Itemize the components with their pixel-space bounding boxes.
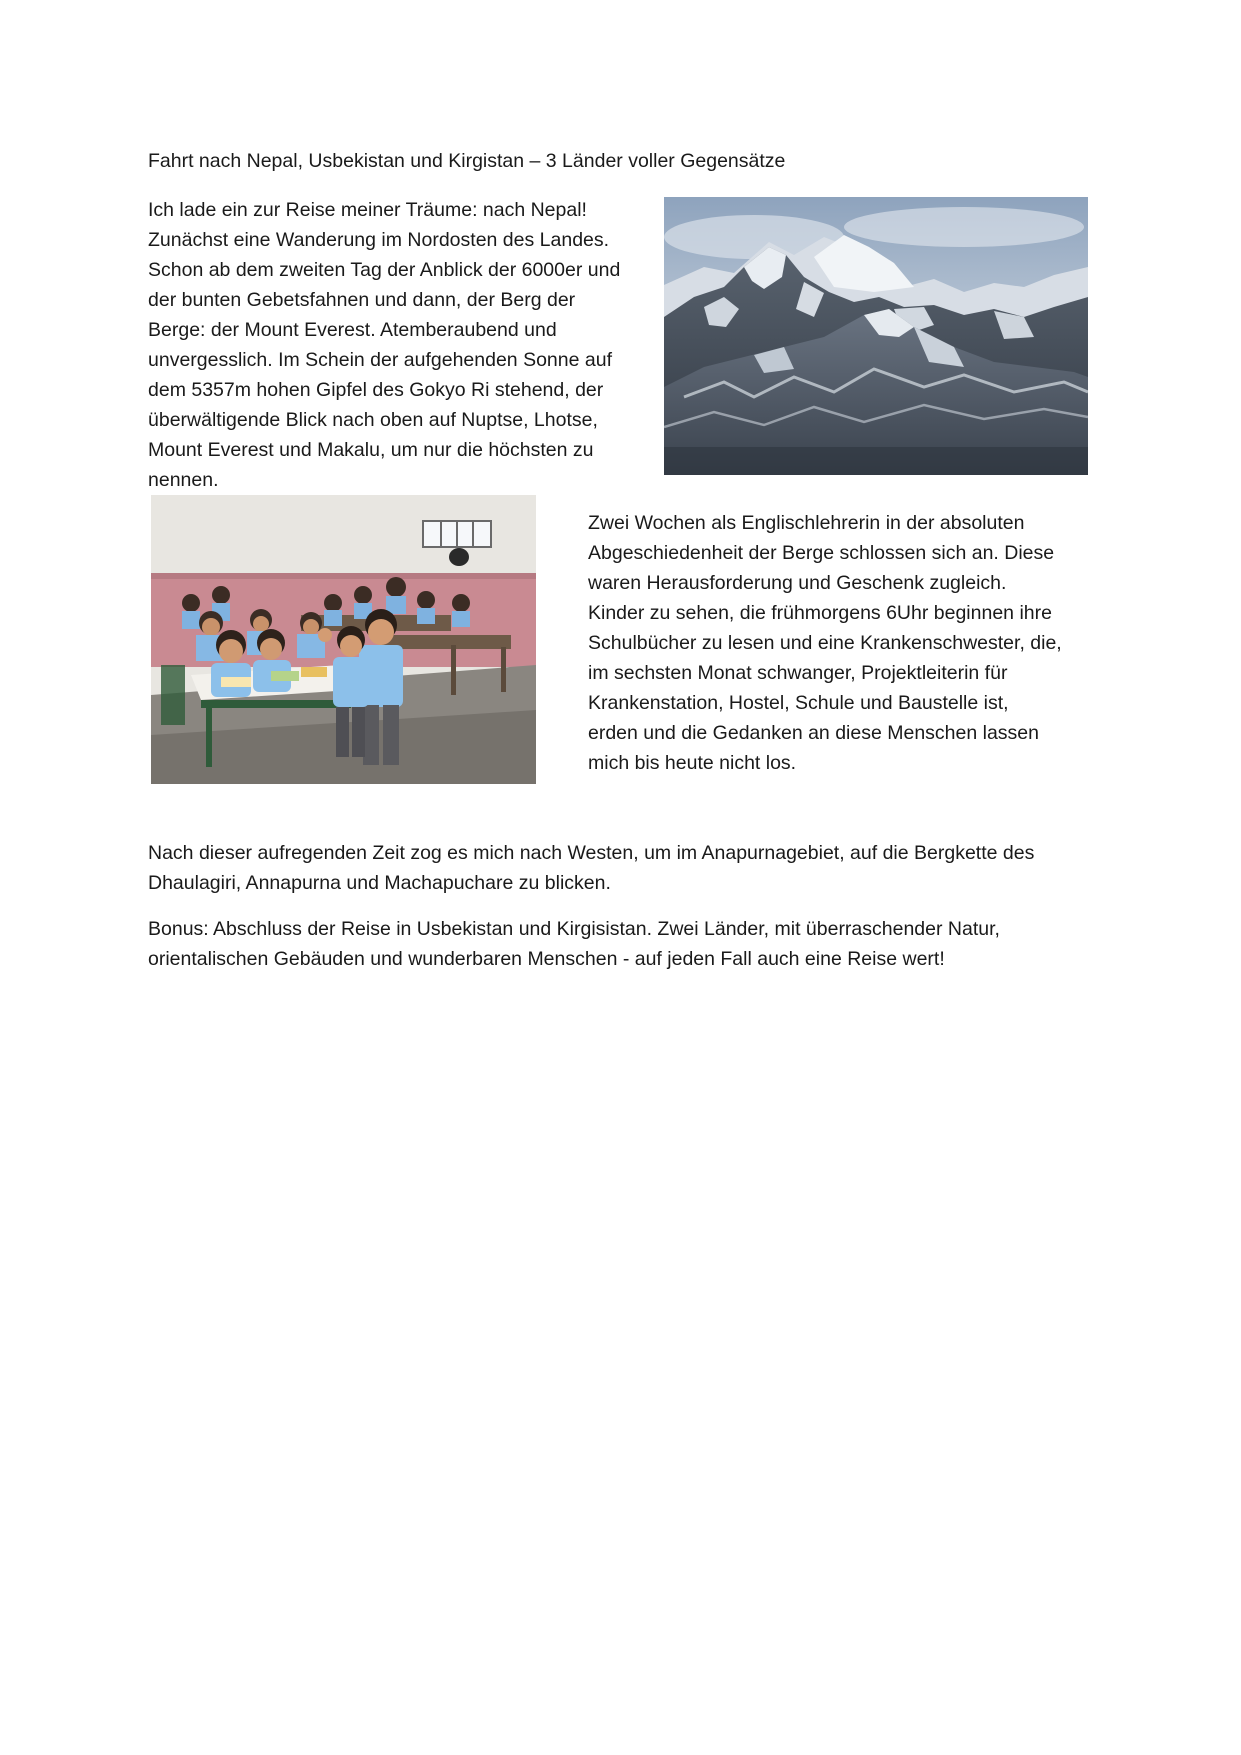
text-line: Nach dieser aufregenden Zeit zog es mich nach Westen, um im Anapurnagebiet, auf die Bergkette des [148,842,1035,864]
mountain-image [664,197,1088,475]
text-line: orientalischen Gebäuden und wunderbaren Menschen - auf jeden Fall auch eine Reise wert! [148,948,945,970]
text-line: Bonus: Abschluss der Reise in Usbekistan und Kirgisistan. Zwei Länder, mit überraschender Natur, [148,918,1000,940]
text-line: Schon ab dem zweiten Tag der Anblick der 6000er und [148,259,621,281]
document-title: Fahrt nach Nepal, Usbekistan und Kirgistan – 3 Länder voller Gegensätze [148,150,786,172]
text-line: Kinder zu sehen, die frühmorgens 6Uhr beginnen ihre [588,602,1052,624]
text-line: mich bis heute nicht los. [588,752,797,774]
text-line: Zunächst eine Wanderung im Nordosten des Landes. [148,229,610,251]
text-line: unvergesslich. Im Schein der aufgehenden Sonne auf [148,349,612,371]
text-line: Ich lade ein zur Reise meiner Träume: nach Nepal! [148,199,587,221]
paragraph-bonus [148,914,1108,974]
text-line: im sechsten Monat schwanger, Projektleiterin für [588,662,1008,684]
text-line: Mount Everest und Makalu, um nur die höchsten zu [148,439,594,461]
text-line: dem 5357m hohen Gipfel des Gokyo Ri stehend, der [148,379,604,401]
text-line: überwältigende Blick nach oben auf Nuptse, Lhotse, [148,409,598,431]
paragraph-annapurna [148,838,1108,898]
text-line: der bunten Gebetsfahnen und dann, der Berg der [148,289,576,311]
mountain-photo [664,197,1088,475]
text-line: nennen. [148,469,219,491]
classroom-photo [151,495,536,784]
text-line: Abgeschiedenheit der Berge schlossen sich an. Diese [588,542,1055,564]
text-line: Berge: der Mount Everest. Atemberaubend und [148,319,557,341]
text-line: erden und die Gedanken an diese Menschen lassen [588,722,1039,744]
classroom-image [151,495,536,784]
text-line: Dhaulagiri, Annapurna und Machapuchare zu blicken. [148,872,611,894]
paragraph-teaching [588,508,1108,778]
text-line: Schulbücher zu lesen und eine Krankenschwester, die, [588,632,1062,654]
text-line: waren Herausforderung und Geschenk zugleich. [588,572,1007,594]
text-line: Krankenstation, Hostel, Schule und Baustelle ist, [588,692,1009,714]
paragraph-nepal-intro [148,195,668,495]
text-line: Zwei Wochen als Englischlehrerin in der absoluten [588,512,1025,534]
